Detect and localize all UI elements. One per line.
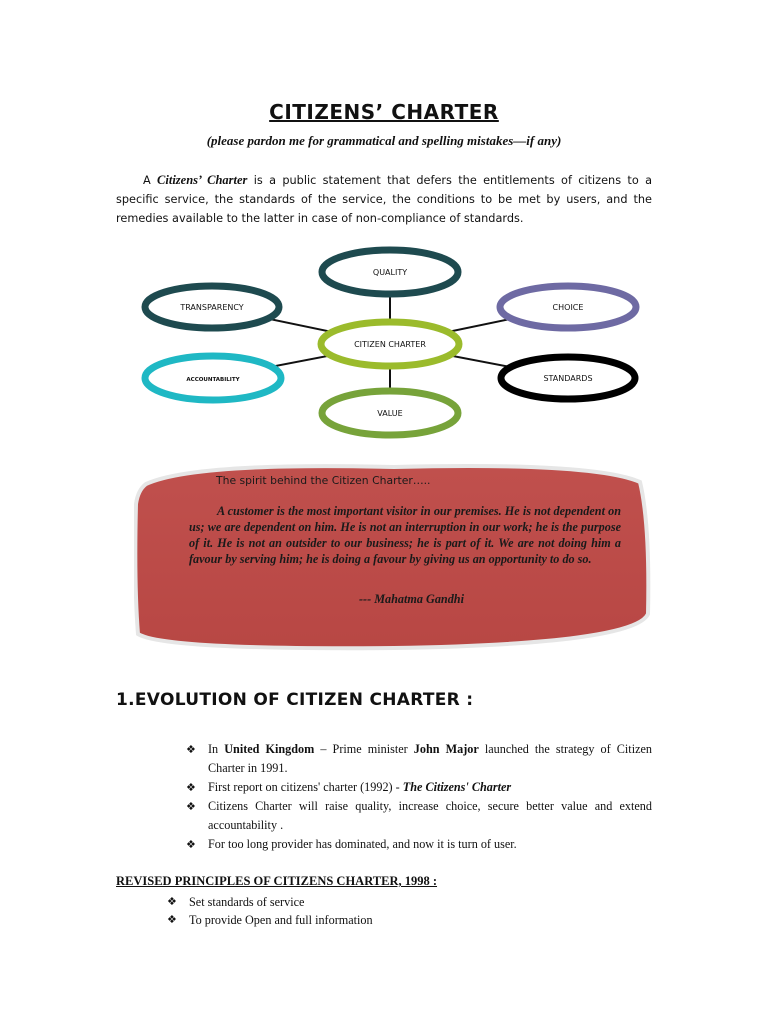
label-transparency: TRANSPARENCY (180, 303, 244, 312)
revised-list (167, 893, 373, 929)
evo-text: Citizens Charter will raise quality, increase choice, secure better value and extend accountability . (208, 799, 652, 832)
list-item (186, 778, 652, 797)
revised-text: Set standards of service (189, 895, 305, 909)
bullet-icon: ❖ (167, 895, 177, 908)
evo-text: In (208, 742, 225, 756)
evo-text: launched the strategy of Citizen Charter in 1991. (208, 742, 652, 775)
label-accountability: ACCOUNTABILITY (186, 377, 240, 383)
evo-bold-italic: The Citizens' Charter (402, 780, 512, 794)
bullet-icon: ❖ (167, 913, 177, 926)
list-item (186, 835, 652, 854)
evo-bold-major: John Major (413, 742, 479, 756)
list-item (186, 740, 652, 778)
document-subtitle: (please pardon me for grammatical and spelling mistakes—if any) (206, 133, 562, 148)
intro-paragraph (116, 171, 652, 228)
list-item (167, 911, 373, 929)
evolution-heading: 1.EVOLUTION OF CITIZEN CHARTER : (116, 690, 474, 710)
intro-rest: is a public statement that defers the entitlements of citizens to a specific service, the standards of the service, the conditions to be met by users, and the remedies available to the latter in case of non-compliance of standards. (116, 174, 652, 225)
bullet-icon: ❖ (186, 838, 196, 851)
quote-text: A customer is the most important visitor in our premises. He is not dependent on us; we are dependent on him. He is not an interruption in our work; he is the purpose of it. He is not an outsider to our business; he is part of it. We are not doing him a favour by serving him; he is doing a favour by giving us an opportunity to do so. (189, 504, 621, 566)
evo-text: First report on citizens' charter (1992) - (208, 780, 403, 794)
intro-prefix: A (143, 174, 158, 187)
quote-author: --- Mahatma Gandhi (359, 592, 464, 606)
intro-term: Citizens’ Charter (157, 173, 248, 187)
list-item (186, 797, 652, 835)
label-center: CITIZEN CHARTER (354, 340, 426, 349)
evo-text: – Prime minister (314, 742, 414, 756)
bullet-icon: ❖ (186, 781, 196, 794)
bullet-icon: ❖ (186, 800, 196, 813)
label-value: VALUE (377, 409, 403, 418)
document-title: CITIZENS’ CHARTER (269, 100, 499, 124)
evolution-list (186, 740, 652, 854)
label-standards: STANDARDS (543, 374, 593, 383)
list-item (167, 893, 373, 911)
evo-bold-uk: United Kingdom (224, 742, 315, 756)
revised-heading: REVISED PRINCIPLES OF CITIZENS CHARTER, 1998 : (116, 874, 438, 888)
label-choice: CHOICE (552, 303, 584, 312)
bullet-icon: ❖ (186, 743, 196, 756)
quote-lead: The spirit behind the Citizen Charter….. (216, 474, 431, 487)
label-quality: QUALITY (372, 268, 408, 277)
citizen-charter-diagram (0, 240, 768, 445)
revised-text: To provide Open and full information (189, 913, 373, 927)
evo-text: For too long provider has dominated, and now it is turn of user. (208, 837, 517, 851)
